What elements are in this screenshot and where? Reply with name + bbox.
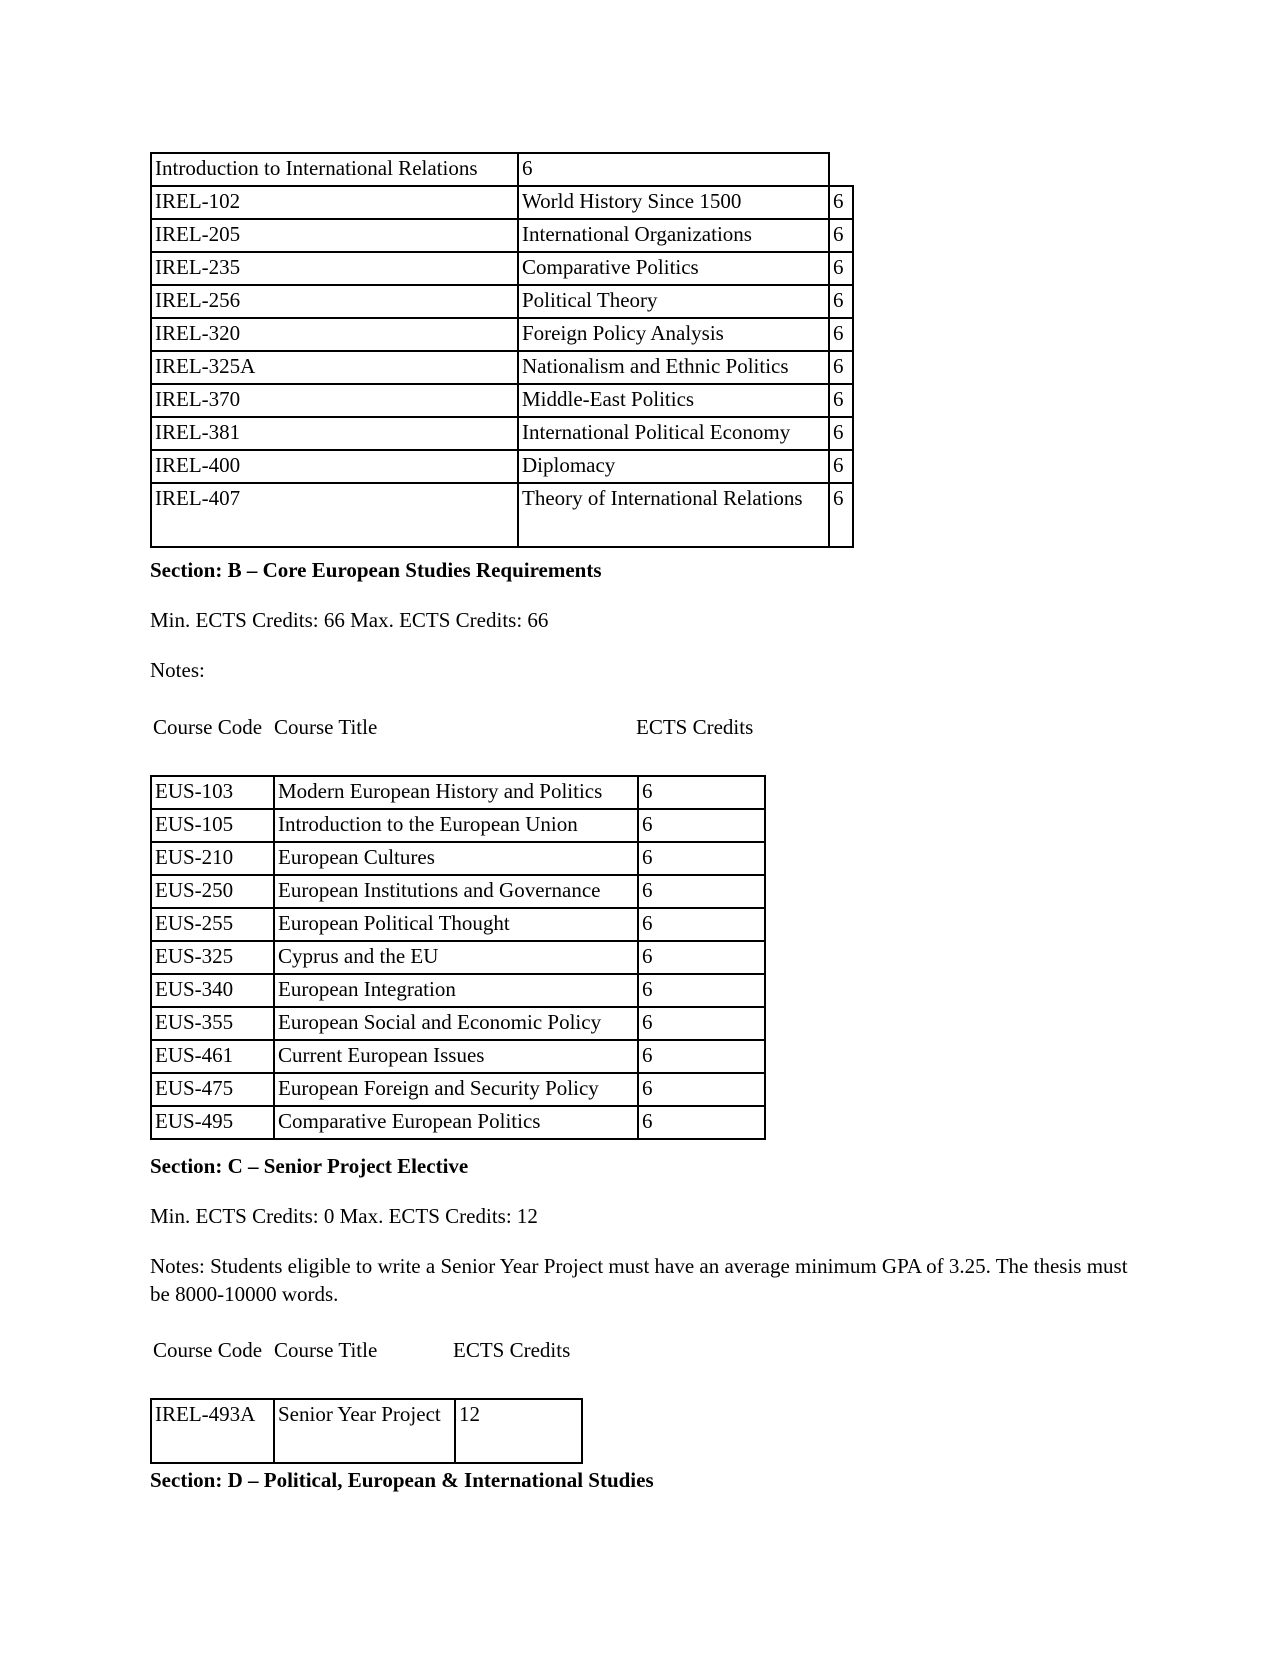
course-code-cell: EUS-103 <box>151 776 274 809</box>
course-code-cell: IREL-320 <box>151 318 518 351</box>
course-title-cell: World History Since 1500 <box>518 186 829 219</box>
table-row <box>151 908 765 941</box>
table-row <box>151 1073 765 1106</box>
column-header-credits: ECTS Credits <box>636 715 754 739</box>
course-code-cell: EUS-325 <box>151 941 274 974</box>
credits-cell: 6 <box>829 450 853 483</box>
course-title-cell: International Organizations <box>518 219 829 252</box>
table-row <box>151 450 853 483</box>
column-header-code: Course Code <box>153 1338 263 1362</box>
credits-cell: 6 <box>829 219 853 252</box>
table-row <box>151 974 765 1007</box>
course-code-cell: EUS-340 <box>151 974 274 1007</box>
course-code-cell: EUS-250 <box>151 875 274 908</box>
course-title-cell: European Institutions and Governance <box>274 875 638 908</box>
course-code-cell: EUS-355 <box>151 1007 274 1040</box>
credits-cell: 6 <box>829 351 853 384</box>
table-row <box>151 153 853 186</box>
irel-course-table <box>150 152 854 548</box>
empty-cell <box>829 153 853 186</box>
course-title-cell: Modern European History and Politics <box>274 776 638 809</box>
course-title-cell: Comparative Politics <box>518 252 829 285</box>
course-code-cell: EUS-461 <box>151 1040 274 1073</box>
table-row <box>151 417 853 450</box>
credits-cell: 6 <box>829 483 853 547</box>
table-row <box>151 941 765 974</box>
table-row <box>151 285 853 318</box>
credits-cell: 6 <box>638 1106 765 1139</box>
section-b-table-header <box>150 713 758 741</box>
credits-cell: 6 <box>638 776 765 809</box>
course-code-cell: IREL-325A <box>151 351 518 384</box>
course-code-cell: IREL-205 <box>151 219 518 252</box>
course-title-cell: European Social and Economic Policy <box>274 1007 638 1040</box>
credits-cell: 6 <box>638 1007 765 1040</box>
table-row <box>151 219 853 252</box>
table-row <box>151 875 765 908</box>
table-row <box>151 483 853 547</box>
course-title-cell: European Integration <box>274 974 638 1007</box>
table-row <box>151 776 765 809</box>
credits-cell: 6 <box>638 1040 765 1073</box>
course-title-cell: Introduction to International Relations <box>151 153 518 186</box>
section-b-notes: Notes: <box>150 658 205 682</box>
course-title-cell: Theory of International Relations <box>518 483 829 547</box>
section-c-credits: Min. ECTS Credits: 0 Max. ECTS Credits: 12 <box>150 1204 538 1228</box>
eus-course-table <box>150 775 766 1140</box>
table-row <box>151 1007 765 1040</box>
section-b-heading: Section: B – Core European Studies Requirements <box>150 558 602 582</box>
course-title-cell: European Cultures <box>274 842 638 875</box>
course-code-cell: EUS-210 <box>151 842 274 875</box>
course-code-cell: EUS-255 <box>151 908 274 941</box>
course-code-cell: IREL-381 <box>151 417 518 450</box>
credits-cell: 6 <box>638 941 765 974</box>
course-title-cell: Diplomacy <box>518 450 829 483</box>
credits-cell: 6 <box>638 875 765 908</box>
table-row <box>151 384 853 417</box>
course-title-cell: Cyprus and the EU <box>274 941 638 974</box>
course-title-cell: Political Theory <box>518 285 829 318</box>
table-row <box>151 351 853 384</box>
column-header-code: Course Code <box>153 715 263 739</box>
column-header-title: Course Title <box>274 1338 378 1362</box>
course-code-cell: IREL-407 <box>151 483 518 547</box>
course-title-cell: Current European Issues <box>274 1040 638 1073</box>
table-row <box>151 252 853 285</box>
section-d-heading: Section: D – Political, European & International Studies <box>150 1468 654 1492</box>
credits-cell: 6 <box>829 384 853 417</box>
credits-cell: 12 <box>455 1399 582 1463</box>
table-row <box>151 1399 582 1463</box>
course-title-cell: Nationalism and Ethnic Politics <box>518 351 829 384</box>
course-code-cell: IREL-235 <box>151 252 518 285</box>
section-c-heading: Section: C – Senior Project Elective <box>150 1154 469 1178</box>
course-title-cell: International Political Economy <box>518 417 829 450</box>
credits-cell: 6 <box>829 252 853 285</box>
table-row <box>151 809 765 842</box>
course-code-cell: IREL-400 <box>151 450 518 483</box>
table-row <box>151 186 853 219</box>
course-code-cell: EUS-105 <box>151 809 274 842</box>
section-c-notes: Notes: Students eligible to write a Senior Year Project must have an average minimum GPA of 3.25. The thesis must be 8000-10000 words. <box>150 1254 1128 1306</box>
table-row <box>151 318 853 351</box>
course-code-cell: EUS-475 <box>151 1073 274 1106</box>
credits-cell: 6 <box>829 318 853 351</box>
course-title-cell: European Political Thought <box>274 908 638 941</box>
credits-cell: 6 <box>638 1073 765 1106</box>
course-title-cell: Comparative European Politics <box>274 1106 638 1139</box>
credits-cell: 6 <box>638 908 765 941</box>
course-code-cell: IREL-256 <box>151 285 518 318</box>
table-row <box>151 1106 765 1139</box>
credits-cell: 6 <box>638 809 765 842</box>
course-title-cell: Middle-East Politics <box>518 384 829 417</box>
table-row <box>151 1040 765 1073</box>
credits-cell: 6 <box>829 417 853 450</box>
section-b-credits: Min. ECTS Credits: 66 Max. ECTS Credits: 66 <box>150 608 549 632</box>
section-c-table-header <box>150 1336 575 1364</box>
course-title-cell: European Foreign and Security Policy <box>274 1073 638 1106</box>
course-code-cell: IREL-370 <box>151 384 518 417</box>
credits-cell: 6 <box>829 186 853 219</box>
course-title-cell: Foreign Policy Analysis <box>518 318 829 351</box>
course-code-cell: EUS-495 <box>151 1106 274 1139</box>
course-title-cell: Senior Year Project <box>274 1399 455 1463</box>
credits-cell: 6 <box>518 153 829 186</box>
credits-cell: 6 <box>638 974 765 1007</box>
table-row <box>151 842 765 875</box>
credits-cell: 6 <box>638 842 765 875</box>
senior-project-table <box>150 1398 583 1464</box>
column-header-credits: ECTS Credits <box>453 1338 571 1362</box>
course-title-cell: Introduction to the European Union <box>274 809 638 842</box>
credits-cell: 6 <box>829 285 853 318</box>
course-code-cell: IREL-493A <box>151 1399 274 1463</box>
course-code-cell: IREL-102 <box>151 186 518 219</box>
column-header-title: Course Title <box>274 715 378 739</box>
